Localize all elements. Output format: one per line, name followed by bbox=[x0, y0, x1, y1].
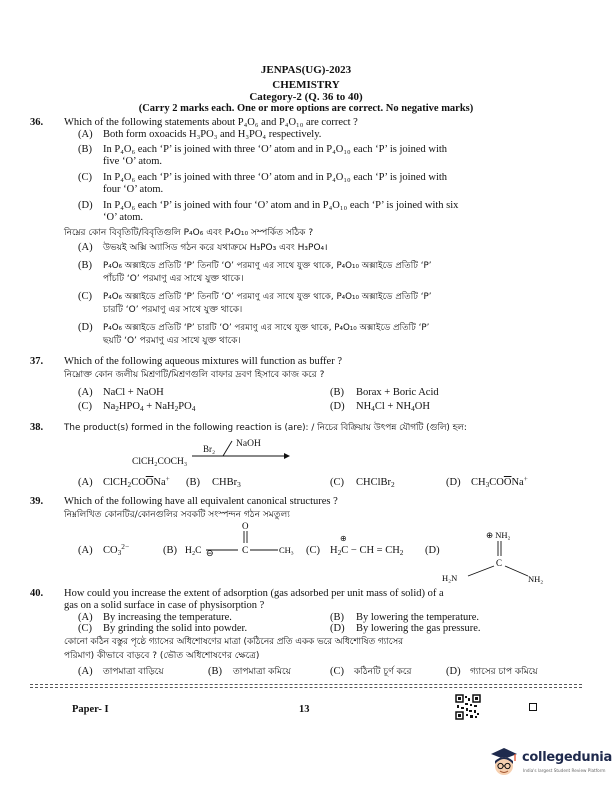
q38-option-d-label: (D) bbox=[446, 477, 461, 488]
q36-option-c-line1: In P₄O₆ each ‘P’ is joined with three ‘O’ atom and in P₄O₁₀ each ‘P’ is joined with bbox=[103, 172, 448, 183]
q37-option-a: NaCl + NaOH bbox=[103, 387, 164, 398]
q36-bn-option-c-line2: চারটি ‘O’ পরমাণু এর সাথে যুক্ত থাকে। bbox=[103, 305, 243, 315]
svg-text:O: O bbox=[242, 522, 249, 531]
q37-option-b: Borax + Boric Acid bbox=[356, 387, 439, 398]
q38-option-b-label: (B) bbox=[186, 477, 200, 488]
q36-bn-option-b-line1: P₄O₆ অক্সাইডে প্রতিটি ‘P’ তিনটি ‘O’ পরমাণু এর সাথে যুক্ত থাকে, P₄O₁₀ অক্সাইডে প্রতিটি ‘P’ bbox=[103, 261, 432, 271]
footer-divider-2 bbox=[30, 687, 582, 688]
q36-bn-option-b-label: (B) bbox=[78, 260, 92, 271]
q38-option-a-label: (A) bbox=[78, 477, 93, 488]
q38-option-d-formula: $CH_3CO\overline{O}Na^+$ bbox=[471, 474, 528, 489]
question-39-stem-bengali: নিম্নলিখিত কোনটির/কোনগুলির সবকটি সংস্পন্দন গঠন সমতুল্য bbox=[64, 510, 290, 520]
q40-bn-option-c: কঠিনটি চূর্ণ করে bbox=[354, 667, 412, 677]
q38-option-b-formula: CHBr$_3$ bbox=[212, 477, 241, 489]
q37-option-d-label: (D) bbox=[330, 401, 345, 412]
q36-option-d-line2: ‘O’ atom. bbox=[103, 212, 144, 223]
q39-option-a-label: (A) bbox=[78, 545, 93, 556]
q39-option-d-label: (D) bbox=[425, 545, 440, 556]
question-40-stem-bengali-line1: কোনো কঠিন বস্তুর পৃষ্ঠে গ্যাসের অধিশোষণের মাত্রা (কঠিনের প্রতি একক ভরে অধিশোষিত গ্যাসের bbox=[64, 637, 403, 647]
svg-text:⊖: ⊖ bbox=[206, 548, 214, 558]
q36-option-b-line2: five ‘O’ atom. bbox=[103, 156, 162, 167]
qr-code-icon bbox=[455, 694, 481, 720]
q36-bn-option-d-label: (D) bbox=[78, 322, 93, 333]
q40-option-a: By increasing the temperature. bbox=[103, 612, 232, 623]
q40-bn-option-a: তাপমাত্রা বাড়িয়ে bbox=[103, 667, 164, 677]
graduate-mascot-icon bbox=[488, 745, 520, 779]
question-40-stem-bengali-line2: পরিমাণ) কীভাবে বাড়বে ? (ভৌত অধিশোষণের ক্ষেত্রে) bbox=[64, 651, 260, 661]
q40-option-c-label: (C) bbox=[78, 623, 92, 634]
q37-option-d-formula: $NH_4Cl + NH_4OH$ bbox=[356, 401, 430, 413]
q40-option-b: By lowering the temperature. bbox=[356, 612, 480, 623]
q40-option-a-label: (A) bbox=[78, 612, 93, 623]
question-number-39: 39. bbox=[30, 496, 44, 507]
q40-option-d-label: (D) bbox=[330, 623, 345, 634]
svg-text:C: C bbox=[496, 558, 503, 568]
footer-page-number: 13 bbox=[299, 704, 310, 715]
q40-bn-option-d: গ্যাসের চাপ কমিয়ে bbox=[470, 667, 538, 677]
q36-option-d-label: (D) bbox=[78, 200, 93, 211]
q36-option-c-line2: four ‘O’ atom. bbox=[103, 184, 164, 195]
q36-option-b-line1: In P₄O₆ each ‘P’ is joined with three ‘O’ atom and in P₄O₁₀ each ‘P’ is joined with bbox=[103, 144, 448, 155]
q39-option-c-label: (C) bbox=[306, 545, 320, 556]
corner-marker-icon bbox=[529, 703, 537, 711]
question-40-stem-line1: How could you increase the extent of adsorption (gas adsorbed per unit mass of solid) of a bbox=[64, 588, 444, 599]
svg-text:H₂N: H₂N bbox=[442, 573, 458, 583]
q40-bn-option-a-label: (A) bbox=[78, 666, 93, 677]
q39-option-b-structure bbox=[180, 522, 300, 560]
svg-text:⊕ NH₂: ⊕ NH₂ bbox=[486, 530, 511, 540]
q36-bn-option-c-line1: P₄O₆ অক্সাইডে প্রতিটি ‘P’ তিনটি ‘O’ পরমাণু এর সাথে যুক্ত থাকে, P₄O₁₀ অক্সাইডে প্রতিটি ‘P’ bbox=[103, 292, 432, 302]
q36-bn-option-c-label: (C) bbox=[78, 291, 92, 302]
question-36-stem: Which of the following statements about P₄O₆ and P₄O₁₀ are correct ? bbox=[64, 117, 358, 128]
q40-bn-option-c-label: (C) bbox=[330, 666, 344, 677]
q36-option-a-label: (A) bbox=[78, 129, 93, 140]
collegedunia-wordmark: collegedunia bbox=[522, 750, 612, 765]
subject-title: CHEMISTRY bbox=[272, 79, 340, 91]
q36-bn-option-b-line2: পাঁচটি ‘O’ পরমাণু এর সাথে যুক্ত থাকে। bbox=[103, 274, 244, 284]
q38-option-a-formula: $ClCH_2CO\overline{O}Na^+$ bbox=[103, 474, 170, 489]
svg-text:NH₂: NH₂ bbox=[528, 574, 544, 584]
svg-text:H₂C: H₂C bbox=[185, 546, 202, 556]
q36-option-d-line1: In P₄O₆ each ‘P’ is joined with four ‘O’ atom and in P₄O₁₀ each ‘P’ is joined with six bbox=[103, 200, 459, 211]
q36-bn-option-a: উভয়ই অক্সি অ্যাসিড গঠন করে যথাক্রমে H₃PO₃ এবং H₃PO₄। bbox=[103, 243, 328, 253]
q37-option-b-label: (B) bbox=[330, 387, 344, 398]
q40-option-c: By grinding the solid into powder. bbox=[103, 623, 248, 634]
q36-option-b-label: (B) bbox=[78, 144, 92, 155]
question-number-38: 38. bbox=[30, 422, 44, 433]
q36-bn-option-d-line2: ছয়টি ‘O’ পরমাণু এর সাথে যুক্ত থাকে। bbox=[103, 336, 241, 346]
q40-bn-option-d-label: (D) bbox=[446, 666, 461, 677]
q40-bn-option-b: তাপমাত্রা কমিয়ে bbox=[233, 667, 291, 677]
q39-option-c-formula: $H_2C$ − CH = $CH_2$ bbox=[330, 545, 404, 557]
svg-text:CH₃: CH₃ bbox=[279, 545, 294, 555]
footer-paper-label: Paper- I bbox=[72, 704, 109, 715]
q40-bn-option-b-label: (B) bbox=[208, 666, 222, 677]
q40-option-d: By lowering the gas pressure. bbox=[356, 623, 481, 634]
q37-option-a-label: (A) bbox=[78, 387, 93, 398]
q39-option-c-charge: ⊕ bbox=[340, 534, 347, 543]
footer-divider bbox=[30, 684, 582, 685]
q39-option-a-formula: $CO_3^{2-}$ bbox=[103, 542, 130, 557]
q36-bn-option-a-label: (A) bbox=[78, 242, 93, 253]
q37-option-c-formula: $Na_2HPO_4 + NaH_2PO_4$ bbox=[103, 401, 196, 413]
q36-option-c-label: (C) bbox=[78, 172, 92, 183]
question-number-37: 37. bbox=[30, 356, 44, 367]
exam-title: JENPAS(UG)-2023 bbox=[260, 64, 352, 76]
question-39-stem: Which of the following have all equivalent canonical structures ? bbox=[64, 496, 338, 507]
q36-option-a: Both form oxoacids H₃PO₃ and H₃PO₄ respectively. bbox=[103, 129, 322, 140]
q36-bn-option-d-line1: P₄O₆ অক্সাইডে প্রতিটি ‘P’ চারটি ‘O’ পরমাণু এর সাথে যুক্ত থাকে, P₄O₁₀ অক্সাইডে প্রতিটি ‘P’ bbox=[103, 323, 430, 333]
collegedunia-tagline: India's largest Student Review Platform bbox=[523, 768, 606, 773]
q38-reagent-br2: Br₂ bbox=[203, 444, 216, 454]
question-40-stem-line2: gas on a solid surface in case of physisorption ? bbox=[64, 600, 265, 611]
question-37-stem-bengali: নিম্নোক্ত কোন জলীয় মিশ্রণটি/মিশ্রণগুলি বাফার দ্রবণ হিসাবে কাজ করে ? bbox=[64, 370, 325, 380]
question-36-stem-bengali: নিম্নের কোন বিবৃতিটি/বিবৃতিগুলি P₄O₆ এবং P₄O₁₀ সম্পর্কিত সঠিক ? bbox=[64, 228, 314, 238]
collegedunia-logo bbox=[488, 741, 612, 785]
category-title: Category-2 (Q. 36 to 40) bbox=[249, 91, 363, 103]
q38-reagent-naoh: NaOH bbox=[236, 439, 261, 449]
svg-text:C: C bbox=[242, 546, 249, 556]
instructions: (Carry 2 marks each. One or more options are correct. No negative marks) bbox=[138, 103, 474, 114]
q37-option-c-label: (C) bbox=[78, 401, 92, 412]
question-37-stem: Which of the following aqueous mixtures will function as buffer ? bbox=[64, 356, 342, 367]
q39-option-b-label: (B) bbox=[163, 545, 177, 556]
q38-option-c-label: (C) bbox=[330, 477, 344, 488]
q38-reactant: ClCH₂COCH₃ bbox=[132, 457, 188, 467]
question-38-stem: The product(s) formed in the following reaction is (are): / নিচের বিক্রিয়ায় উৎপন্ন যৌগটি (গুলি) হল: bbox=[64, 423, 467, 433]
q38-option-c-formula: CHClBr$_2$ bbox=[356, 477, 395, 489]
q39-option-d-structure bbox=[442, 528, 552, 584]
question-number-36: 36. bbox=[30, 117, 44, 128]
q40-option-b-label: (B) bbox=[330, 612, 344, 623]
question-number-40: 40. bbox=[30, 588, 44, 599]
